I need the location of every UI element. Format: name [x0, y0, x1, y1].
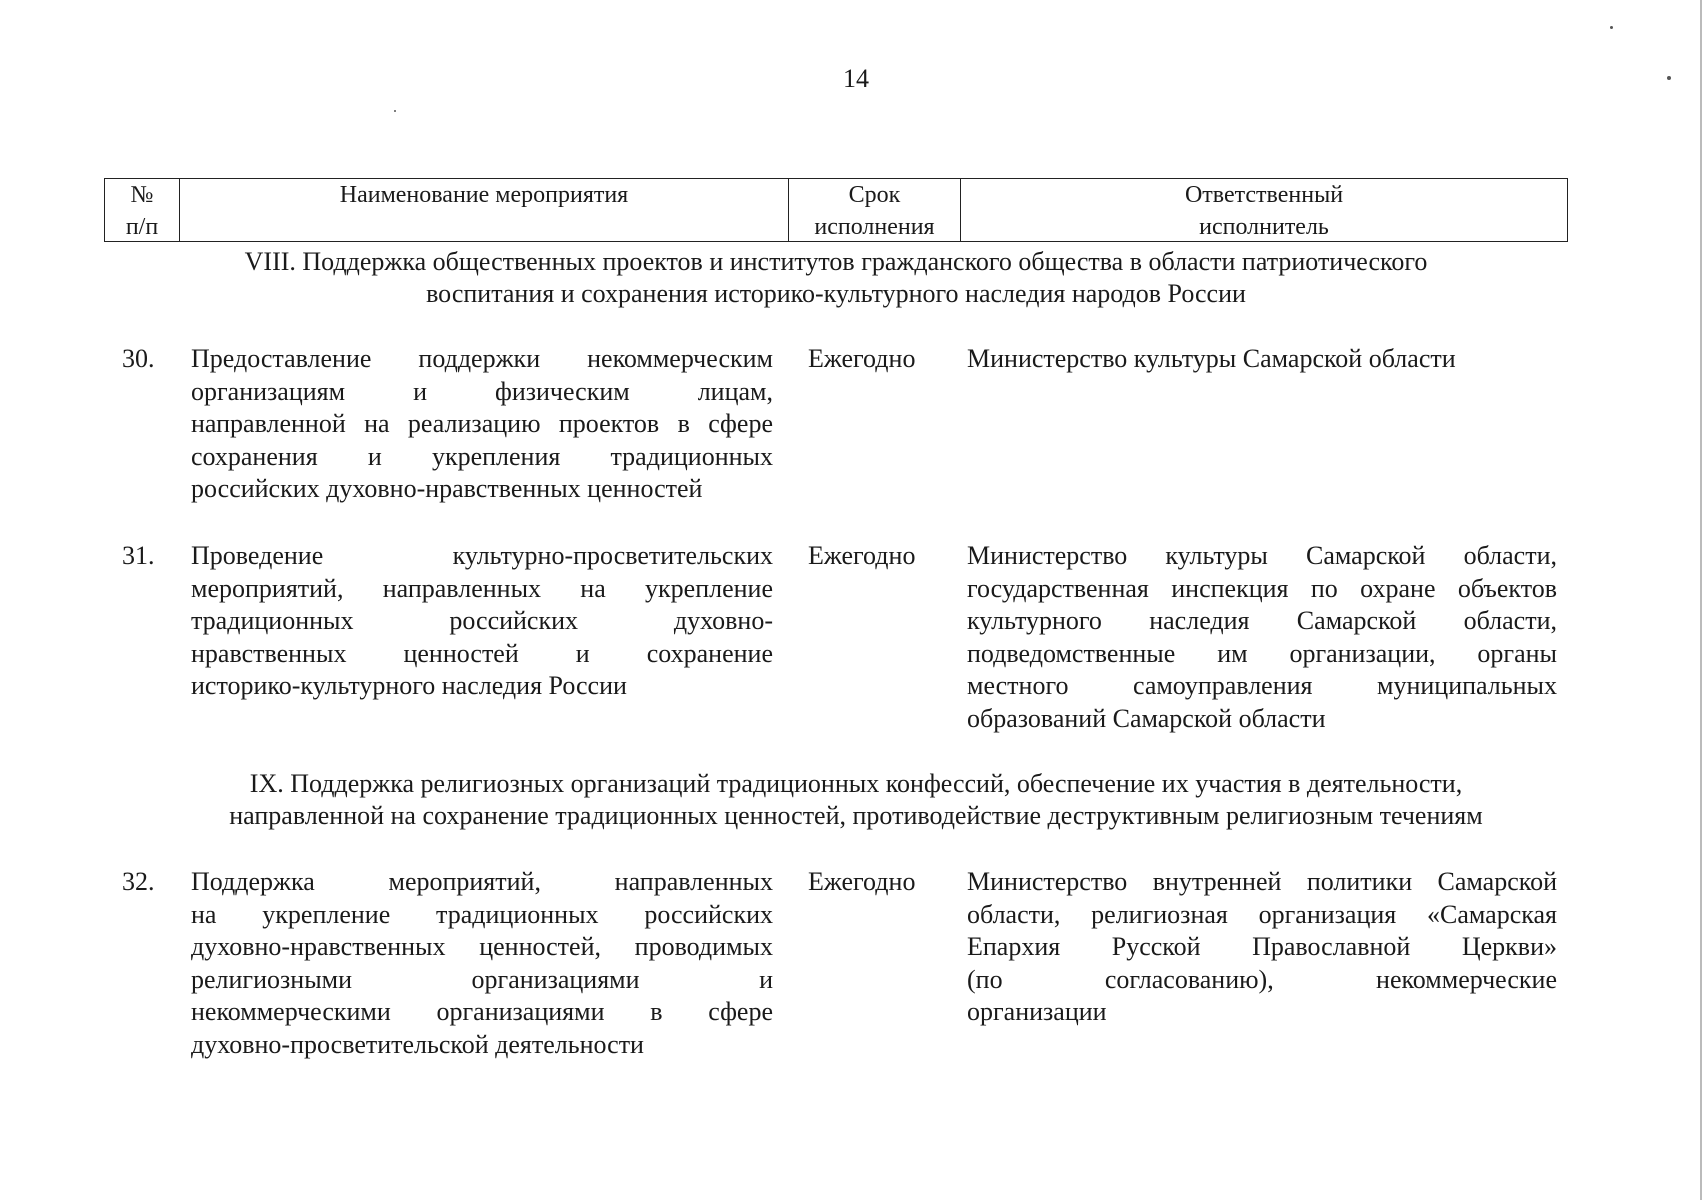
- row-name-line: традиционных российских духовно-: [191, 606, 773, 636]
- row-responsible-line: культурного наследия Самарской области,: [967, 606, 1557, 636]
- row-name-line: Поддержка мероприятий, направленных: [191, 867, 773, 896]
- scan-speck: [1610, 26, 1613, 29]
- row-responsible-line: образований Самарской области: [967, 703, 1326, 733]
- header-num: [105, 179, 180, 241]
- table-header: [104, 178, 1568, 242]
- row-responsible: [967, 343, 1557, 376]
- scan-speck: [394, 110, 396, 112]
- row-number: 32.: [122, 867, 155, 896]
- section-heading-line: воспитания и сохранения историко-культурного наследия народов России: [426, 279, 1246, 308]
- header-term-line: Срок: [848, 182, 901, 208]
- row-name-line: нравственных ценностей и сохранение: [191, 638, 773, 668]
- row-responsible-line: подведомственные им организации, органы: [967, 638, 1557, 668]
- row-name-line: духовно-нравственных ценностей, проводимых: [191, 932, 773, 962]
- row-responsible-line: (по согласованию), некоммерческие: [967, 964, 1557, 994]
- scan-edge: [1700, 0, 1702, 1200]
- scan-speck: [1667, 76, 1671, 80]
- header-term-line: исполнения: [814, 214, 935, 240]
- row-responsible-line: Епархия Русской Православной Церкви»: [967, 932, 1557, 962]
- row-name-line: организациям и физическим лицам,: [191, 376, 773, 406]
- row-term: Ежегодно: [808, 344, 916, 373]
- row-responsible-line: области, религиозная организация «Самарская: [967, 899, 1557, 929]
- row-responsible-line: Министерство внутренней политики Самарской: [967, 867, 1557, 896]
- row-name-line: религиозными организациями и: [191, 964, 773, 994]
- row-responsible-line: государственная инспекция по охране объектов: [967, 573, 1557, 603]
- header-term: [789, 179, 961, 241]
- row-name-line: некоммерческими организациями в сфере: [191, 997, 773, 1027]
- page-number: 14: [843, 64, 869, 93]
- row-name-line: Проведение культурно-просветительских: [191, 541, 773, 570]
- row-name: [191, 343, 773, 506]
- row-term: Ежегодно: [808, 867, 916, 896]
- section-heading-ix: [104, 768, 1608, 832]
- row-name-line: Предоставление поддержки некоммерческим: [191, 344, 773, 373]
- row-name-line: направленной на реализацию проектов в сфере: [191, 409, 773, 439]
- row-term: Ежегодно: [808, 541, 916, 570]
- header-name-line: Наименование мероприятия: [339, 182, 629, 208]
- header-responsible-line: Ответственный: [1184, 182, 1344, 208]
- section-heading-line: VIII. Поддержка общественных проектов и институтов гражданского общества в области патриотического: [244, 247, 1428, 276]
- section-heading-line: IX. Поддержка религиозных организаций традиционных конфессий, обеспечение их участия в деятельности,: [249, 769, 1463, 798]
- row-responsible: [967, 866, 1557, 1029]
- section-heading-viii: [104, 246, 1568, 310]
- header-responsible: [961, 179, 1567, 241]
- row-number: 30.: [122, 344, 155, 373]
- row-name-line: на укрепление традиционных российских: [191, 899, 773, 929]
- row-name-line: духовно-просветительской деятельности: [191, 1029, 644, 1059]
- row-responsible-line: местного самоуправления муниципальных: [967, 671, 1557, 701]
- header-responsible-line: исполнитель: [1199, 214, 1329, 240]
- section-heading-line: направленной на сохранение традиционных ценностей, противодействие деструктивным религиозным течениям: [229, 801, 1483, 830]
- row-name-line: мероприятий, направленных на укрепление: [191, 573, 773, 603]
- row-responsible-line: Министерство культуры Самарской области: [967, 344, 1456, 373]
- row-responsible: [967, 540, 1557, 736]
- header-num-line: п/п: [125, 214, 159, 240]
- row-responsible-line: организации: [967, 997, 1107, 1027]
- row-name: [191, 866, 773, 1062]
- header-num-line: №: [130, 182, 154, 208]
- row-name-line: российских духовно-нравственных ценностей: [191, 474, 703, 504]
- row-name: [191, 540, 773, 703]
- header-name: [180, 179, 789, 241]
- row-name-line: сохранения и укрепления традиционных: [191, 441, 773, 471]
- row-number: 31.: [122, 541, 155, 570]
- row-name-line: историко-культурного наследия России: [191, 671, 627, 701]
- row-responsible-line: Министерство культуры Самарской области,: [967, 541, 1557, 570]
